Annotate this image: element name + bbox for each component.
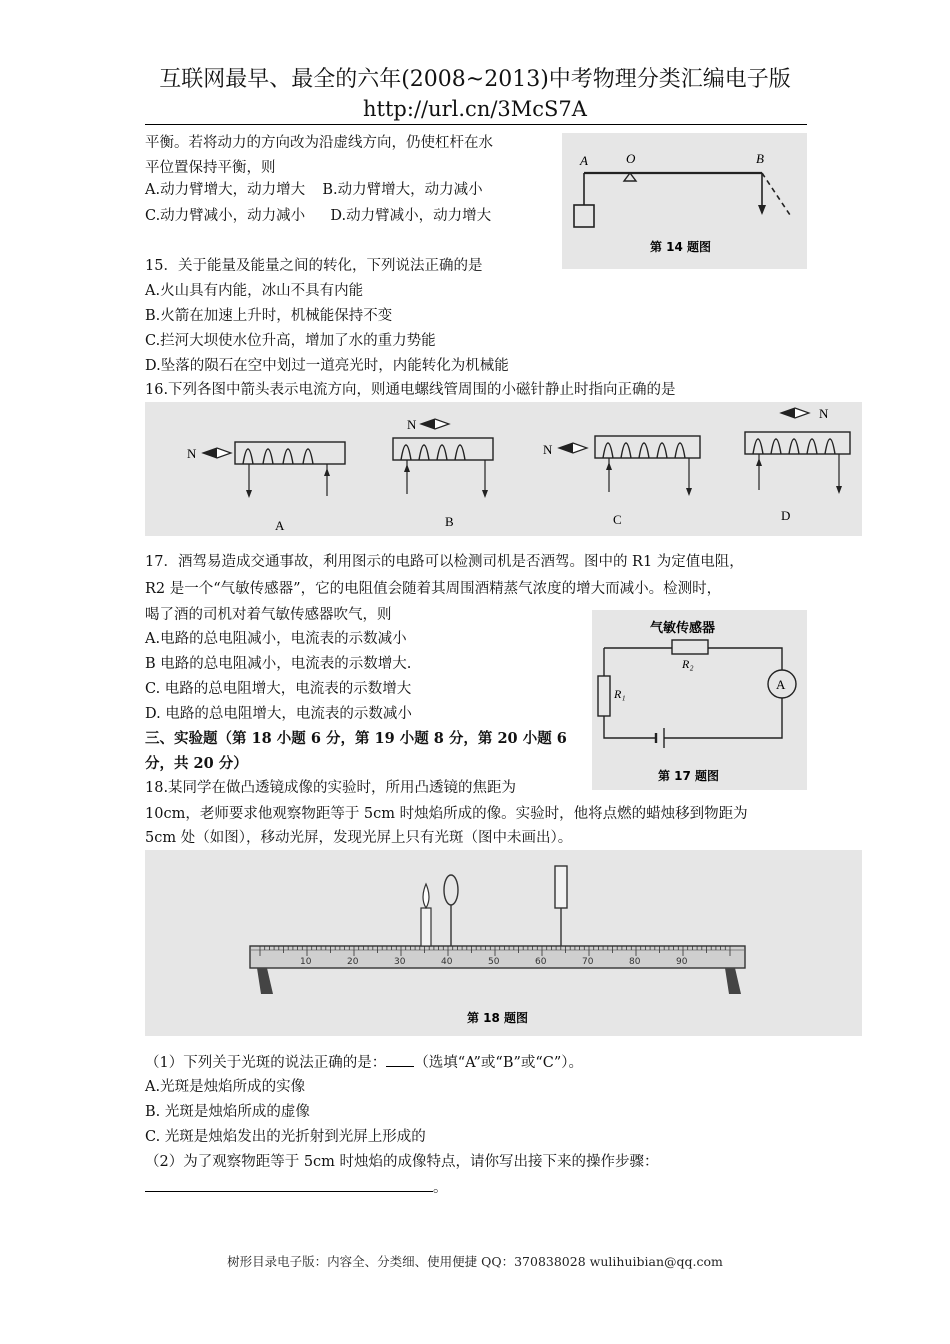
q17-caption: 第 17 题图 [658, 769, 720, 783]
q14-options-cd [145, 206, 491, 226]
q16-solenoid-figure [145, 402, 862, 536]
q18-sub2-answer [145, 1177, 448, 1198]
q14-stem-line1: 平衡。若将动力的方向改为沿虚线方向，仍使杠杆在水 [145, 135, 493, 151]
q16-label-d: D [781, 508, 791, 523]
q18-stem-line1: 18.某同学在做凸透镜成像的实验时，所用凸透镜的焦距为 [145, 780, 517, 796]
section3-heading-line2: 分，共 20 分） [145, 755, 248, 772]
bench-tick-label: 40 [441, 957, 453, 967]
q17-ammeter-label: A [776, 677, 786, 692]
q14-caption: 第 14 题图 [650, 240, 712, 254]
q15-stem: 15．关于能量及能量之间的转化，下列说法正确的是 [145, 258, 483, 274]
bench-tick-label: 80 [629, 957, 641, 967]
q14-label-o: O [626, 151, 636, 166]
page-footer: 树形目录电子版：内容全、分类细、使用便捷 QQ：370838028 wulihuibian@qq.com [227, 1254, 723, 1269]
convex-lens [444, 875, 458, 946]
q16-d-pole: N [819, 406, 829, 421]
bench-tick-label: 10 [300, 957, 312, 967]
q14-option-a: A.动力臂增大，动力增大 [145, 182, 306, 198]
q15-option-d: D.坠落的陨石在空中划过一道亮光时，内能转化为机械能 [145, 358, 509, 374]
solenoid-b [393, 417, 493, 529]
bench-tick-label: 60 [535, 957, 547, 967]
header-rule [145, 124, 807, 125]
q17-option-b: B 电路的总电阻减小，电流表的示数增大. [145, 656, 412, 672]
q17-circuit-figure [592, 610, 807, 790]
q14-stem-line2: 平位置保持平衡，则 [145, 160, 276, 176]
q17-stem-line3: 喝了酒的司机对着气敏传感器吹气，则 [145, 607, 392, 623]
bench-tick-label: 50 [488, 957, 500, 967]
q18-optical-bench-figure [145, 850, 862, 1036]
q18-sub2-answer-blank[interactable] [145, 1177, 433, 1192]
q17-stem-line1: 17．酒驾易造成交通事故，利用图示的电路可以检测司机是否酒驾。图中的 R1 为定值电阻， [145, 554, 744, 570]
q18-option-c: C. 光斑是烛焰发出的光折射到光屏上形成的 [145, 1129, 426, 1145]
q16-label-c: C [613, 512, 622, 527]
q16-label-b: B [445, 514, 454, 529]
q17-r2-label: R₂ [682, 657, 694, 671]
q18-sub1-prompt: （1）下列关于光斑的说法正确的是： [145, 1055, 387, 1071]
section3-heading-line1: 三、实验题（第 18 小题 6 分，第 19 小题 8 分，第 20 小题 6 [145, 730, 567, 747]
q14-label-a: A [580, 153, 588, 168]
q14-label-b: B [756, 151, 764, 166]
q18-sub2: （2）为了观察物距等于 5cm 时烛焰的成像特点，请你写出接下来的操作步骤： [145, 1154, 659, 1170]
q15-option-b: B.火箭在加速上升时，机械能保持不变 [145, 308, 393, 324]
q14-option-c: C.动力臂减小，动力减小 [145, 208, 306, 224]
candle [421, 884, 431, 946]
bench-tick-label: 20 [347, 957, 359, 967]
q16-stem: 16.下列各图中箭头表示电流方向，则通电螺线管周围的小磁针静止时指向正确的是 [145, 382, 676, 398]
solenoid-d [745, 406, 850, 523]
q18-caption: 第 18 题图 [467, 1011, 529, 1025]
q14-options-ab [145, 180, 483, 200]
q17-option-c: C. 电路的总电阻增大，电流表的示数增大 [145, 681, 412, 697]
q18-option-a: A.光斑是烛焰所成的实像 [145, 1079, 306, 1095]
q14-lever-figure [562, 133, 807, 269]
q18-sub1-hint: （选填“A”或“B”或“C”）。 [414, 1055, 584, 1071]
q16-a-pole: N [187, 446, 197, 461]
light-screen [555, 866, 567, 946]
q14-option-d: D.动力臂减小，动力增大 [330, 208, 492, 224]
q16-c-pole: N [543, 442, 553, 457]
document-title: 互联网最早、最全的六年(2008~2013)中考物理分类汇编电子版 [159, 67, 791, 92]
q15-option-a: A.火山具有内能，冰山不具有内能 [145, 283, 364, 299]
q17-option-d: D. 电路的总电阻增大，电流表的示数减小 [145, 706, 412, 722]
q16-b-pole: N [407, 417, 417, 432]
bench-tick-label: 30 [394, 957, 406, 967]
q17-r1-label: R₁ [614, 687, 626, 701]
solenoid-a [187, 442, 345, 533]
q16-label-a: A [275, 518, 285, 533]
q18-sub1-answer-blank[interactable] [386, 1052, 414, 1067]
q18-stem-line2: 10cm，老师要求他观察物距等于 5cm 时烛焰所成的像。实验时，他将点燃的蜡烛移到物距为 [145, 806, 748, 822]
solenoid-c [543, 436, 700, 527]
q17-stem-line2: R2 是一个“气敏传感器”，它的电阻值会随着其周围酒精蒸气浓度的增大而减小。检测时， [145, 581, 722, 597]
q18-stem-line3: 5cm 处（如图），移动光屏，发现光屏上只有光斑（图中未画出）。 [145, 830, 573, 846]
q18-sub2-end: 。 [433, 1180, 448, 1196]
document-url: http://url.cn/3McS7A [363, 97, 587, 121]
bench-tick-labels [300, 957, 688, 967]
q15-option-c: C.拦河大坝使水位升高，增加了水的重力势能 [145, 333, 436, 349]
q17-option-a: A.电路的总电阻减小，电流表的示数减小 [145, 631, 407, 647]
q18-sub1 [145, 1052, 583, 1073]
q18-option-b: B. 光斑是烛焰所成的虚像 [145, 1104, 310, 1120]
bench-tick-label: 70 [582, 957, 594, 967]
bench-tick-label: 90 [676, 957, 688, 967]
q14-option-b: B.动力臂增大，动力减小 [322, 182, 483, 198]
q17-sensor-label: 气敏传感器 [650, 621, 716, 636]
